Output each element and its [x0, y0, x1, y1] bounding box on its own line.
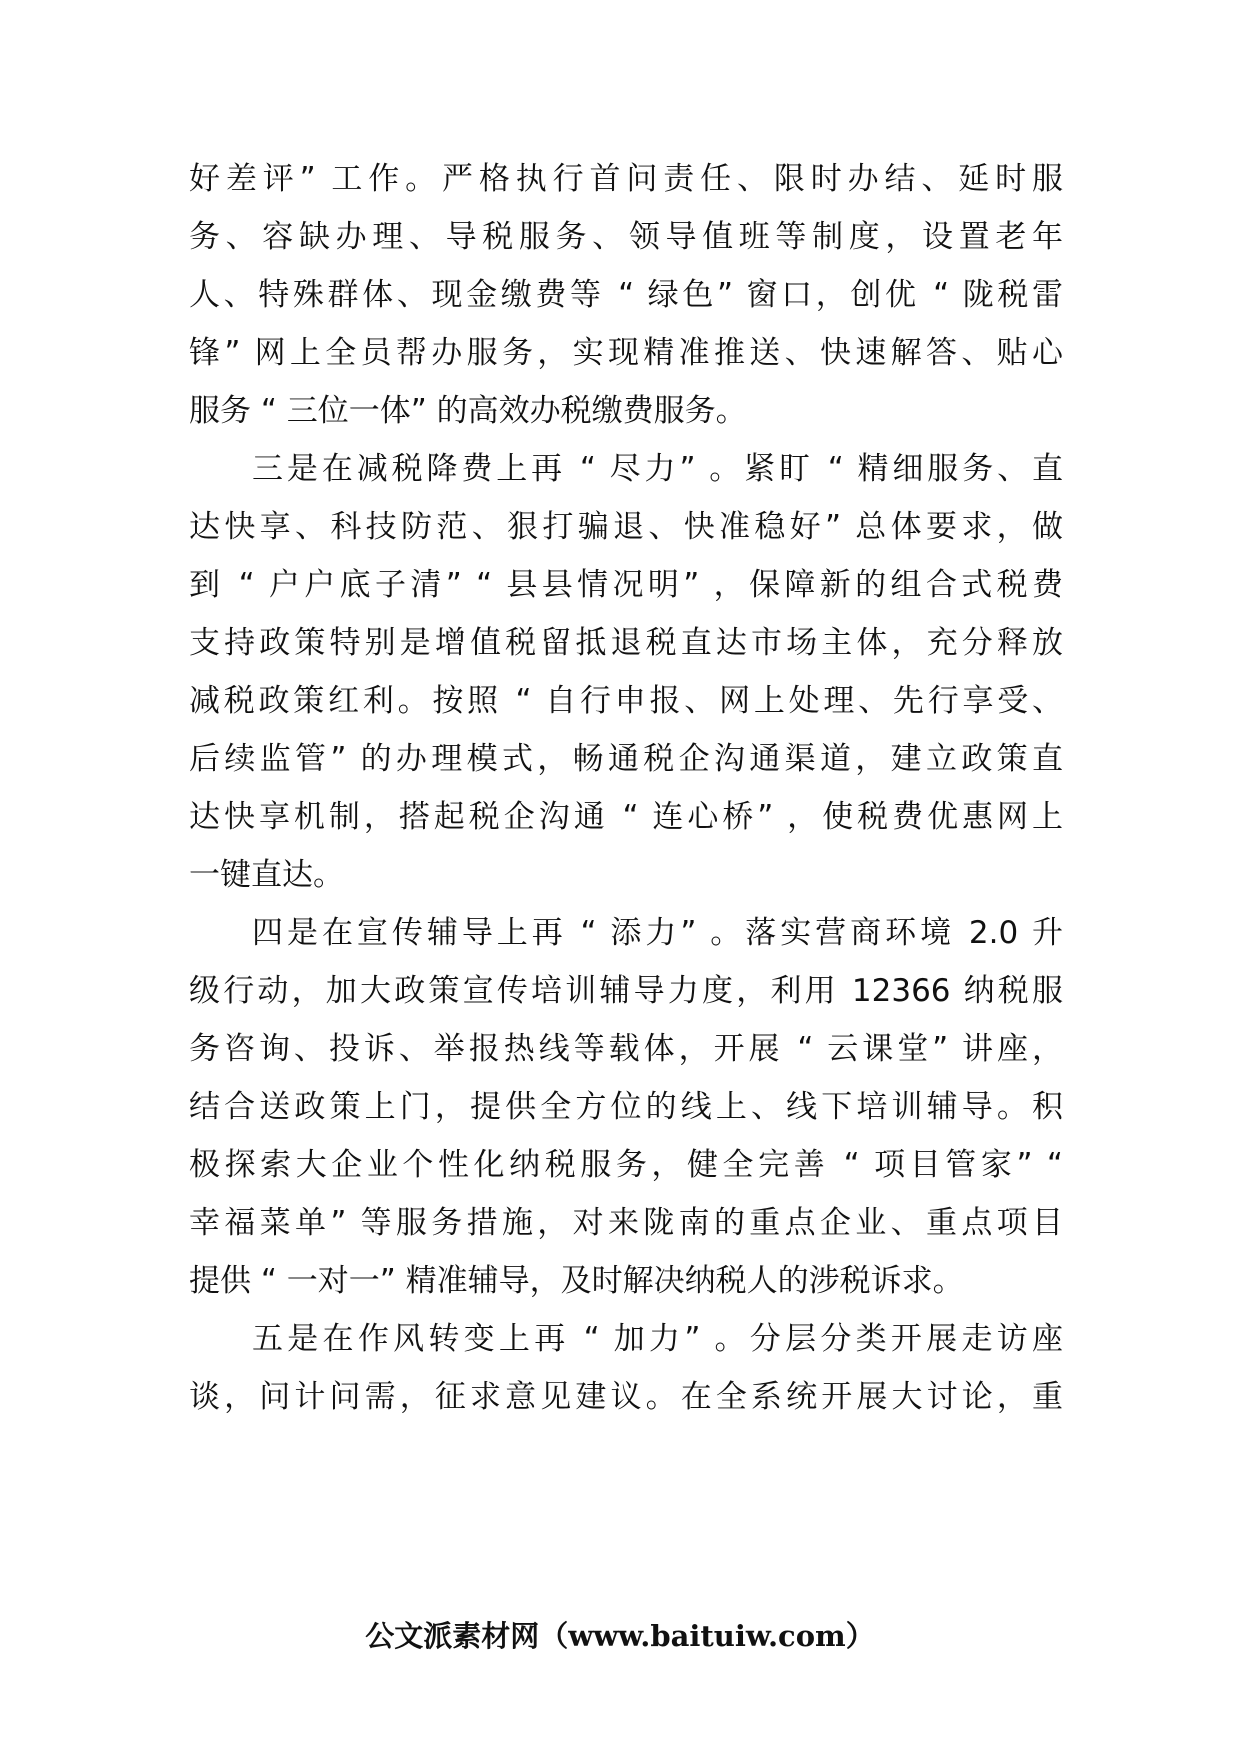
text-line: 务咨询、投诉、举报热线等载体，开展 “ 云课堂” 讲座，	[189, 1031, 1063, 1067]
text-line: 谈，问计问需，征求意见建议。在全系统开展大讨论，重	[189, 1379, 1063, 1415]
text-line: 级行动，加大政策宣传培训辅导力度，利用 12366 纳税服	[189, 973, 1063, 1009]
text-line: 极探索大企业个性化纳税服务，健全完善 “ 项目管家” “	[189, 1147, 1063, 1183]
text-line: 一键直达。	[189, 857, 344, 893]
page-footer: 公文派素材网（www.baituiw.com）	[365, 1619, 875, 1653]
text-line: 达快享机制，搭起税企沟通 “ 连心桥” ，使税费优惠网上	[189, 799, 1063, 835]
text-line: 服务 “ 三位一体” 的高效办税缴费服务。	[189, 393, 747, 429]
text-line: 提供 “ 一对一” 精准辅导，及时解决纳税人的涉税诉求。	[189, 1263, 964, 1299]
text-line: 后续监管” 的办理模式，畅通税企沟通渠道，建立政策直	[189, 741, 1063, 777]
text-line: 幸福菜单” 等服务措施，对来陇南的重点企业、重点项目	[189, 1205, 1063, 1241]
paragraph-start-line: 三是在减税降费上再 “ 尽力” 。紧盯 “ 精细服务、直	[252, 451, 1063, 487]
text-line: 到 “ 户户底子清” “ 县县情况明” ，保障新的组合式税费	[189, 567, 1063, 603]
text-line: 务、容缺办理、导税服务、领导值班等制度，设置老年	[189, 219, 1063, 255]
text-line: 人、特殊群体、现金缴费等 “ 绿色” 窗口，创优 “ 陇税雷	[189, 277, 1063, 313]
text-line: 减税政策红利。按照 “ 自行申报、网上处理、先行享受、	[189, 683, 1063, 719]
paragraph-start-line: 四是在宣传辅导上再 “ 添力” 。落实营商环境 2.0 升	[252, 915, 1063, 951]
text-line: 支持政策特别是增值税留抵退税直达市场主体，充分释放	[189, 625, 1063, 661]
text-line: 好差评” 工作。严格执行首问责任、限时办结、延时服	[189, 161, 1063, 197]
text-line: 锋” 网上全员帮办服务，实现精准推送、快速解答、贴心	[189, 335, 1063, 371]
text-line: 结合送政策上门，提供全方位的线上、线下培训辅导。积	[189, 1089, 1063, 1125]
paragraph-start-line: 五是在作风转变上再 “ 加力” 。分层分类开展走访座	[252, 1321, 1063, 1357]
text-line: 达快享、科技防范、狠打骗退、快准稳好” 总体要求，做	[189, 509, 1063, 545]
